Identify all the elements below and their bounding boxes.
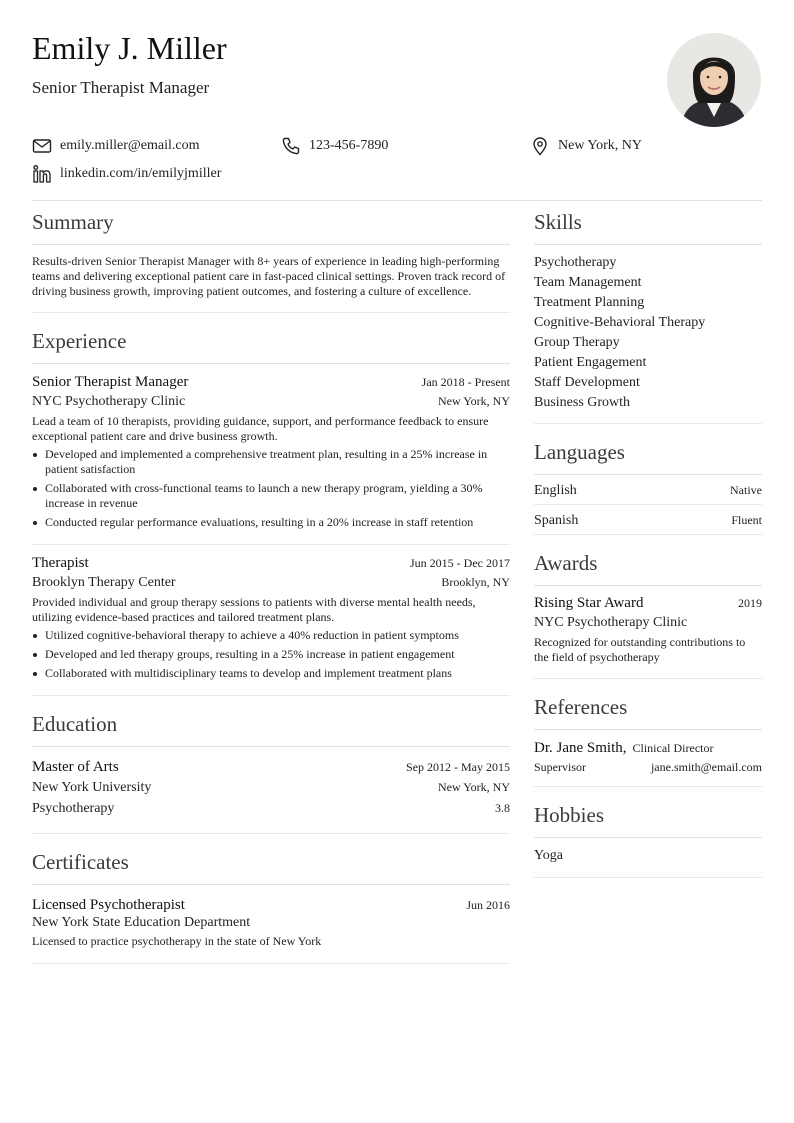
job-organization: Brooklyn Therapy Center (32, 575, 176, 590)
references-heading: References (534, 679, 762, 730)
field-of-study: Psychotherapy (32, 801, 115, 816)
languages-heading: Languages (534, 424, 762, 475)
job-dates: Jan 2018 - Present (421, 375, 510, 389)
languages-section (534, 424, 762, 535)
achievement-item: Conducted regular performance evaluations, resulting in a 20% increase in staff retention (32, 515, 510, 530)
awards-heading: Awards (534, 535, 762, 586)
award-entry (534, 586, 762, 679)
achievement-item: Utilized cognitive-behavioral therapy to achieve a 40% reduction in patient symptoms (32, 628, 510, 643)
contact-location-text: New York, NY (558, 138, 643, 153)
school: New York University (32, 780, 152, 795)
job-title: Senior Therapist Manager (32, 374, 189, 390)
contact-location (530, 136, 642, 156)
skill-item: Treatment Planning (534, 295, 645, 310)
education-heading: Education (32, 696, 510, 747)
skill-item: Group Therapy (534, 335, 620, 350)
reference-email[interactable]: jane.smith@email.com (650, 760, 762, 774)
achievement-item: Developed and implemented a comprehensive treatment plan, resulting in a 25% increase in patient satisfaction (32, 447, 510, 477)
education-entry (32, 747, 510, 834)
contact-linkedin-text: linkedin.com/in/emilyjmiller (60, 166, 222, 181)
skill-item: Team Management (534, 275, 642, 290)
skill-item: Psychotherapy (534, 255, 617, 270)
hobby-item: Yoga (534, 848, 563, 863)
education-dates: Sep 2012 - May 2015 (406, 760, 510, 774)
experience-heading: Experience (32, 313, 510, 364)
degree: Master of Arts (32, 759, 119, 775)
skill-item: Business Growth (534, 395, 631, 410)
reference-relation: Supervisor (534, 760, 586, 774)
job-title: Therapist (32, 555, 89, 571)
contact-phone[interactable] (281, 136, 388, 156)
hobbies-heading: Hobbies (534, 787, 762, 838)
language-item (534, 505, 762, 535)
contact-phone-text: 123-456-7890 (309, 138, 389, 153)
job-description: Lead a team of 10 therapists, providing guidance, support, and performance feedback to ensure exceptional patient care and drive business growth. (32, 414, 489, 443)
experience-entry (32, 364, 510, 545)
certificate-entry (32, 885, 510, 964)
achievement-item: Collaborated with multidisciplinary teams to develop and implement treatment plans (32, 666, 510, 681)
job-achievements (32, 447, 510, 530)
phone-icon (281, 136, 301, 156)
skills-heading: Skills (534, 200, 762, 245)
achievement-item: Developed and led therapy groups, resulting in a 25% increase in patient engagement (32, 647, 510, 662)
skill-item: Patient Engagement (534, 355, 647, 370)
resume-name: Emily J. Miller (32, 30, 227, 66)
left-column (32, 200, 510, 964)
gpa: 3.8 (495, 801, 510, 815)
job-achievements (32, 628, 510, 681)
mail-icon (32, 136, 52, 156)
contact-email[interactable] (32, 136, 200, 156)
job-location: Brooklyn, NY (441, 575, 510, 589)
contact-email-text: emily.miller@email.com (60, 138, 200, 153)
resume-title: Senior Therapist Manager (32, 78, 210, 97)
reference-entry (534, 730, 762, 787)
hobbies-section (534, 787, 762, 878)
reference-role: Clinical Director (632, 741, 714, 755)
certificate-issuer: New York State Education Department (32, 915, 251, 930)
skills-list (534, 245, 762, 424)
language-level: Fluent (731, 513, 762, 527)
certificate-description: Licensed to practice psychotherapy in the state of New York (32, 934, 322, 948)
certificates-heading: Certificates (32, 834, 510, 885)
certificates-section (32, 834, 510, 964)
reference-name: Dr. Jane Smith, (534, 740, 627, 756)
award-organization: NYC Psychotherapy Clinic (534, 615, 688, 630)
language-name: English (534, 483, 577, 498)
certificate-name: Licensed Psychotherapist (32, 897, 185, 913)
right-column (534, 200, 762, 878)
skills-section (534, 200, 762, 424)
linkedin-icon (32, 164, 52, 184)
job-organization: NYC Psychotherapy Clinic (32, 394, 186, 409)
award-year: 2019 (738, 596, 762, 610)
job-location: New York, NY (437, 394, 510, 408)
summary-section (32, 200, 510, 313)
profile-photo (667, 33, 761, 127)
awards-section (534, 535, 762, 679)
references-section (534, 679, 762, 787)
job-dates: Jun 2015 - Dec 2017 (410, 556, 510, 570)
school-location: New York, NY (437, 780, 510, 794)
summary-text: Results-driven Senior Therapist Manager with 8+ years of experience in leading high-performing teams and delivering exceptional patient care in fast-paced clinical settings. Proven track record of driving business growth, improving patient outcomes, and fostering a culture of excellence. (32, 245, 510, 313)
achievement-item: Collaborated with cross-functional teams to launch a new therapy program, yielding a 30% increase in revenue (32, 481, 510, 511)
experience-section (32, 313, 510, 696)
language-name: Spanish (534, 513, 579, 528)
skill-item: Staff Development (534, 375, 640, 390)
hobbies-list (534, 838, 762, 878)
language-level: Native (730, 483, 762, 497)
summary-heading: Summary (32, 200, 510, 245)
experience-entry (32, 545, 510, 696)
language-item (534, 475, 762, 505)
award-description: Recognized for outstanding contributions to the field of psychotherapy (534, 635, 746, 664)
education-section (32, 696, 510, 834)
skill-item: Cognitive-Behavioral Therapy (534, 315, 706, 330)
job-description: Provided individual and group therapy sessions to patients with diverse mental health needs, utilizing evidence-based practices and tailored treatment plans. (32, 595, 476, 624)
award-name: Rising Star Award (534, 595, 644, 611)
certificate-date: Jun 2016 (466, 898, 510, 912)
contact-linkedin[interactable] (32, 164, 221, 184)
location-pin-icon (530, 136, 550, 156)
